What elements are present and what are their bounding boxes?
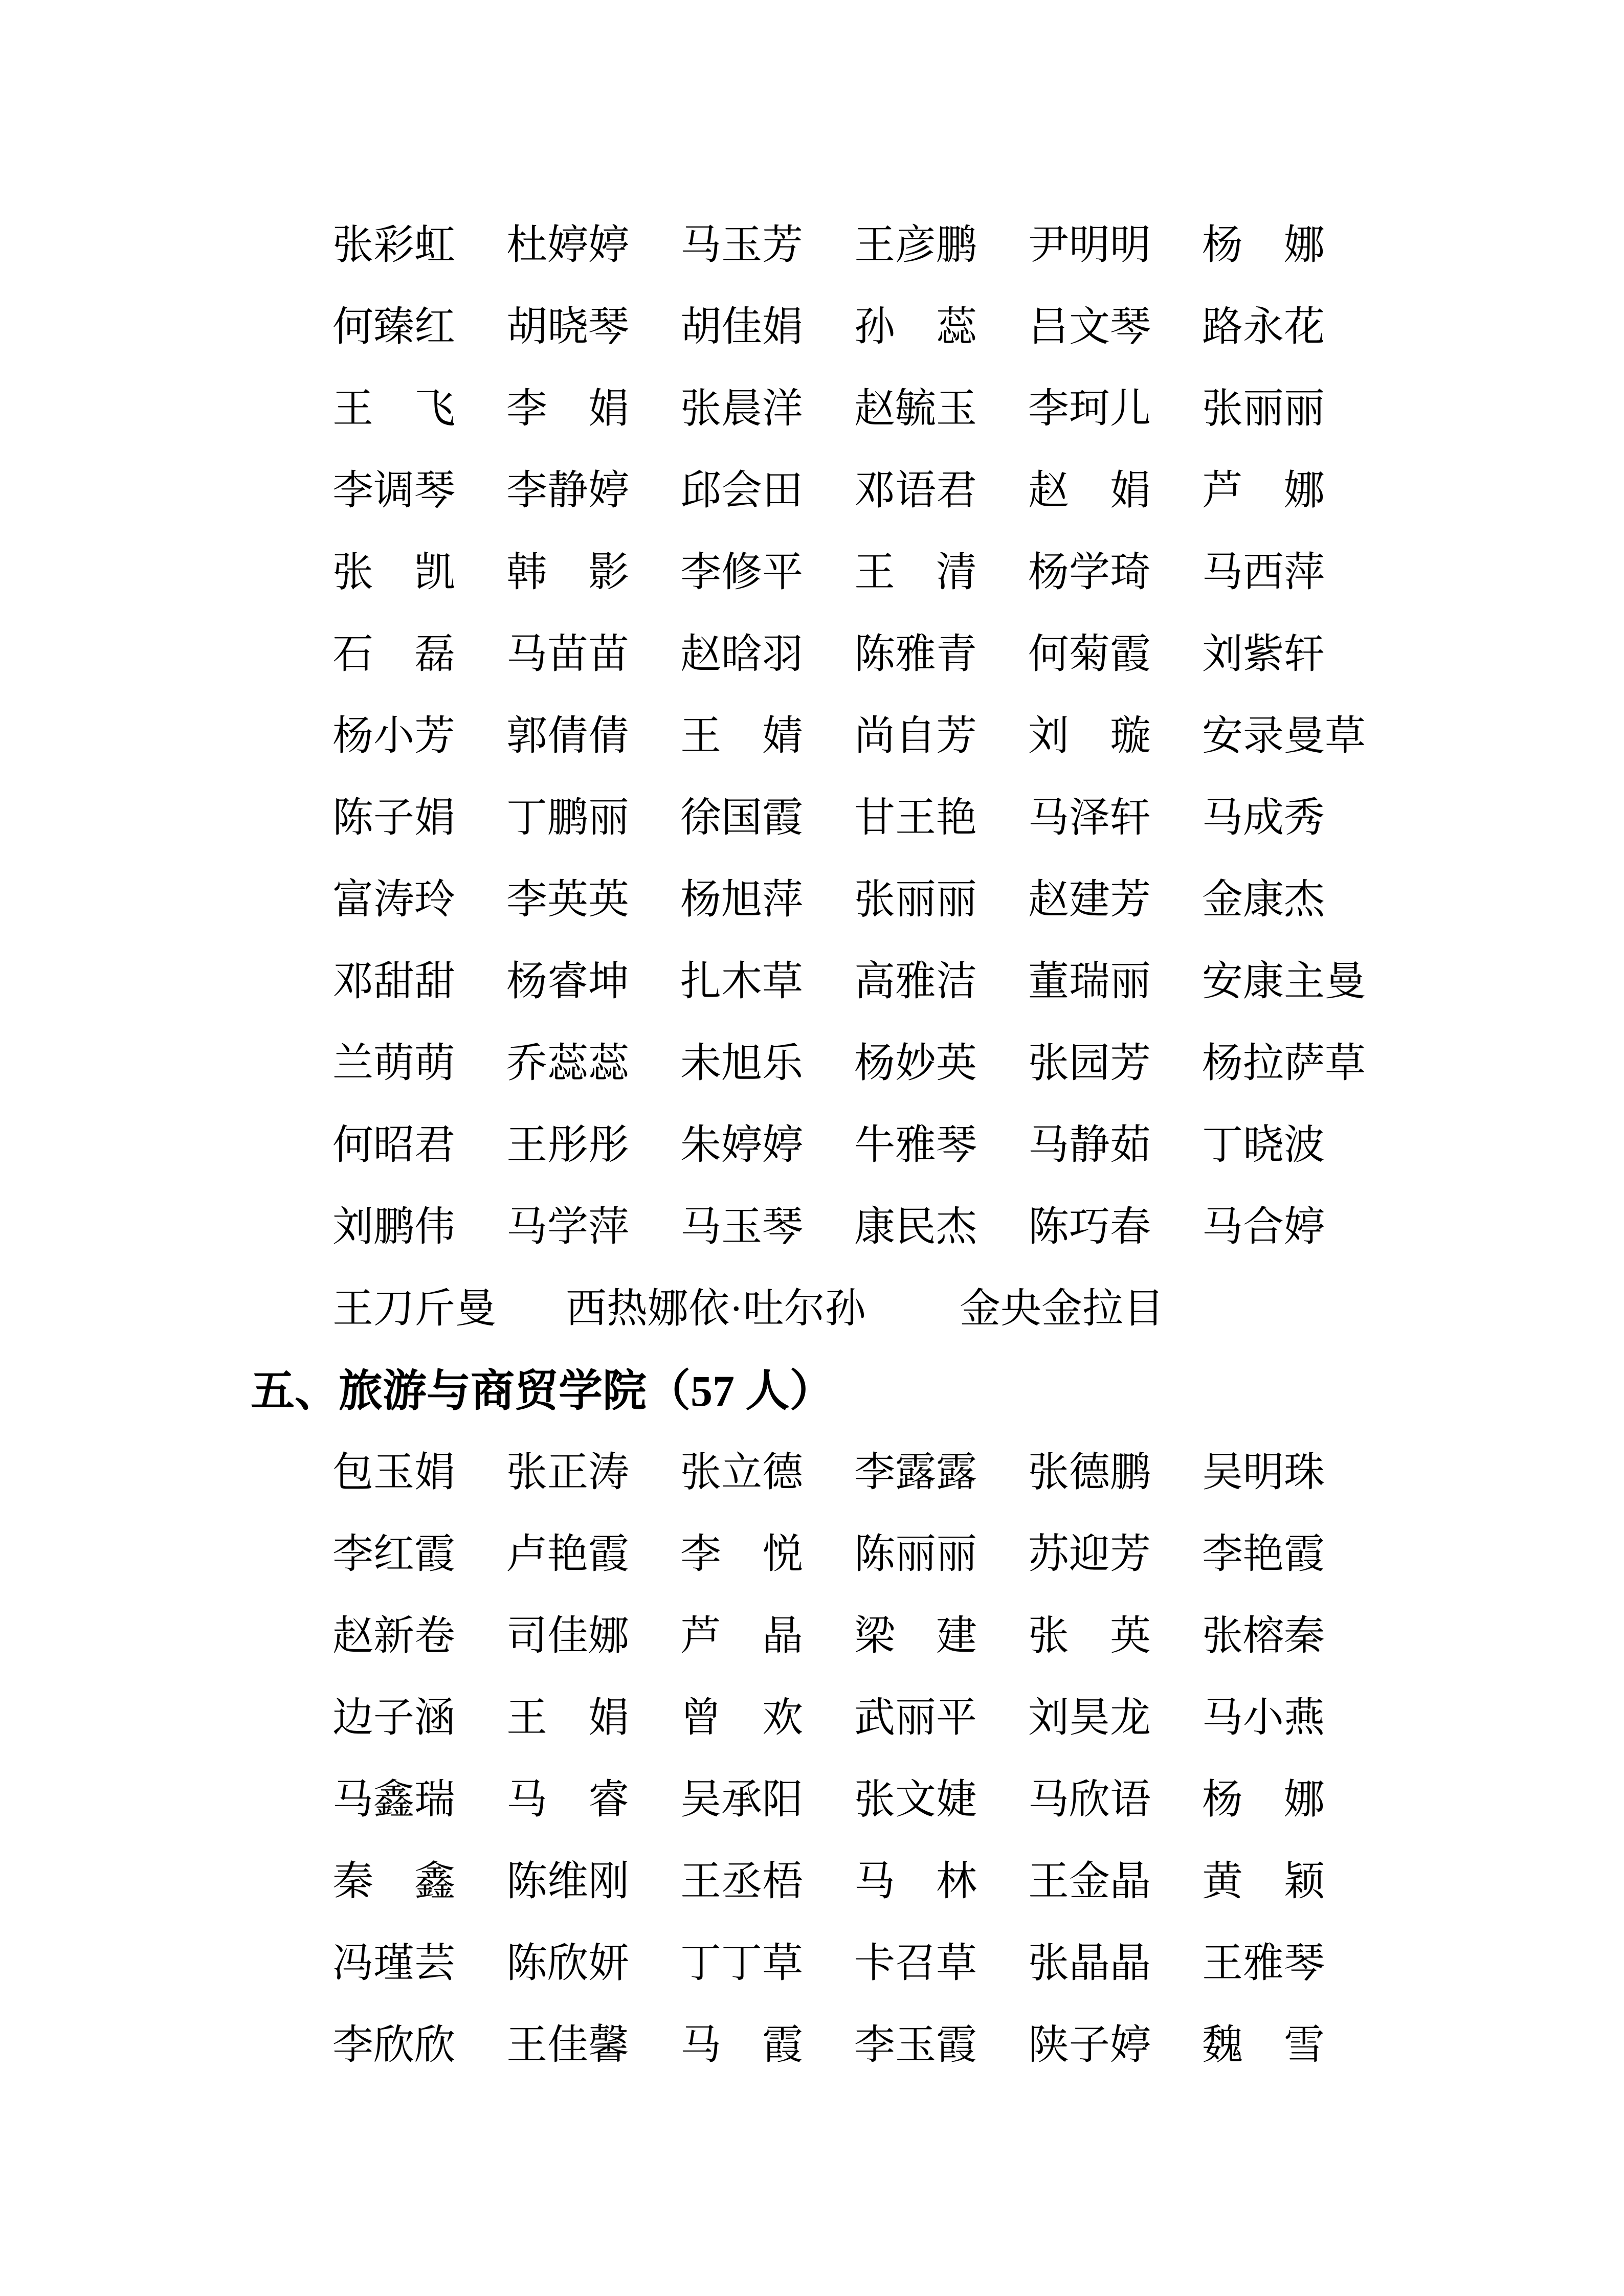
- person-name: 刘鹏伟: [332, 1205, 455, 1250]
- person-name: 李英英: [506, 877, 629, 922]
- person-name: 马玉芳: [680, 223, 803, 268]
- person-name: 张立德: [680, 1450, 803, 1495]
- person-name: 马小燕: [1202, 1696, 1325, 1741]
- name-row: [0, 1841, 1624, 1923]
- person-name: 李静婷: [506, 468, 629, 513]
- name-row: [0, 1677, 1624, 1759]
- person-name: 陈巧春: [1028, 1205, 1151, 1250]
- person-name: 董瑞丽: [1028, 959, 1151, 1004]
- person-name: 张正涛: [506, 1450, 629, 1495]
- person-name: 路永花: [1202, 305, 1325, 350]
- person-name: 冯瑾芸: [332, 1941, 455, 1986]
- person-name: 李玉霞: [854, 2023, 977, 2068]
- name-row: [0, 777, 1624, 859]
- person-name: 马鑫瑞: [332, 1777, 455, 1822]
- person-name: 边子涵: [332, 1696, 455, 1741]
- person-name: 马玉琴: [680, 1205, 803, 1250]
- person-name: 陈雅青: [854, 632, 977, 677]
- person-name: 杨 娜: [1202, 223, 1325, 268]
- person-name: 马成秀: [1202, 796, 1325, 841]
- person-name: 马苗苗: [506, 632, 629, 677]
- person-name: 金康杰: [1202, 877, 1325, 922]
- person-name: 张园芳: [1028, 1041, 1151, 1086]
- person-name: 兰萌萌: [332, 1041, 455, 1086]
- person-name: 李欣欣: [332, 2023, 455, 2068]
- section-heading: 五、旅游与商贸学院（57 人）: [251, 1366, 834, 1415]
- name-row: [0, 205, 1624, 286]
- person-name: 张德鹏: [1028, 1450, 1151, 1495]
- person-name: 金央金拉目: [960, 1287, 1164, 1332]
- person-name: 王彦鹏: [854, 223, 977, 268]
- person-name: 张彩虹: [332, 223, 455, 268]
- person-name: 杨小芳: [332, 714, 455, 759]
- person-name: 马泽轩: [1028, 796, 1151, 841]
- person-name: 孙 蕊: [854, 305, 977, 350]
- person-name: 赵新卷: [332, 1614, 455, 1659]
- name-row: [0, 1432, 1624, 1514]
- person-name: 马西萍: [1202, 550, 1325, 595]
- person-name: 张丽丽: [1202, 387, 1325, 432]
- person-name: 陈欣妍: [506, 1941, 629, 1986]
- person-name: 邓语君: [854, 468, 977, 513]
- person-name: 安录曼草: [1202, 714, 1366, 759]
- name-row: [0, 1023, 1624, 1105]
- name-row: [0, 286, 1624, 368]
- person-name: 李调琴: [332, 468, 455, 513]
- person-name: 刘 璇: [1028, 714, 1151, 759]
- person-name: 卡召草: [854, 1941, 977, 1986]
- name-row: [0, 695, 1624, 777]
- person-name: 芦 晶: [680, 1614, 803, 1659]
- person-name: 张晶晶: [1028, 1941, 1151, 1986]
- person-name: 陈丽丽: [854, 1532, 977, 1577]
- person-name: 马学萍: [506, 1205, 629, 1250]
- person-name: 杨旭萍: [680, 877, 803, 922]
- person-name: 李 娟: [506, 387, 629, 432]
- person-name: 徐国霞: [680, 796, 803, 841]
- person-name: 郭倩倩: [506, 714, 629, 759]
- person-name: 王丞梧: [680, 1859, 803, 1904]
- person-name: 尚自芳: [854, 714, 977, 759]
- person-name: 韩 影: [506, 550, 629, 595]
- name-row: [0, 1105, 1624, 1186]
- person-name: 杨妙英: [854, 1041, 977, 1086]
- person-name: 胡晓琴: [506, 305, 629, 350]
- person-name: 刘紫轩: [1202, 632, 1325, 677]
- person-name: 邓甜甜: [332, 959, 455, 1004]
- person-name: 马 林: [854, 1859, 977, 1904]
- person-name: 苏迎芳: [1028, 1532, 1151, 1577]
- person-name: 杨 娜: [1202, 1777, 1325, 1822]
- person-name: 杨学琦: [1028, 550, 1151, 595]
- name-row: [0, 368, 1624, 450]
- person-name: 李 悦: [680, 1532, 803, 1577]
- person-name: 王刀斤曼: [332, 1287, 496, 1332]
- person-name: 马 霞: [680, 2023, 803, 2068]
- person-name: 张榕秦: [1202, 1614, 1325, 1659]
- person-name: 包玉娟: [332, 1450, 455, 1495]
- person-name: 赵 娟: [1028, 468, 1151, 513]
- person-name: 梁 建: [854, 1614, 977, 1659]
- person-name: 李修平: [680, 550, 803, 595]
- person-name: 安康主曼: [1202, 959, 1366, 1004]
- person-name: 杜婷婷: [506, 223, 629, 268]
- person-name: 赵建芳: [1028, 877, 1151, 922]
- person-name: 丁丁草: [680, 1941, 803, 1986]
- person-name: 扎木草: [680, 959, 803, 1004]
- person-name: 王 娟: [506, 1696, 629, 1741]
- person-name: 吕文琴: [1028, 305, 1151, 350]
- person-name: 马静茹: [1028, 1123, 1151, 1168]
- person-name: 王彤彤: [506, 1123, 629, 1168]
- person-name: 胡佳娟: [680, 305, 803, 350]
- person-name: 王 婧: [680, 714, 803, 759]
- page-content: [0, 205, 1624, 2086]
- person-name: 尹明明: [1028, 223, 1151, 268]
- person-name: 曾 欢: [680, 1696, 803, 1741]
- person-name: 何臻红: [332, 305, 455, 350]
- person-name: 丁晓波: [1202, 1123, 1325, 1168]
- name-row: [0, 1186, 1624, 1268]
- person-name: 李红霞: [332, 1532, 455, 1577]
- person-name: 陈维刚: [506, 1859, 629, 1904]
- person-name: 未旭乐: [680, 1041, 803, 1086]
- name-row: [0, 1923, 1624, 2005]
- person-name: 卢艳霞: [506, 1532, 629, 1577]
- person-name: 张丽丽: [854, 877, 977, 922]
- name-row: [0, 1514, 1624, 1595]
- person-name: 杨睿坤: [506, 959, 629, 1004]
- name-list-tourism-college: [0, 1432, 1624, 2086]
- person-name: 刘昊龙: [1028, 1696, 1151, 1741]
- name-row: [0, 1759, 1624, 1841]
- person-name: 何昭君: [332, 1123, 455, 1168]
- person-name: 甘王艳: [854, 796, 977, 841]
- person-name: 马合婷: [1202, 1205, 1325, 1250]
- person-name: 王金晶: [1028, 1859, 1151, 1904]
- name-row: [0, 1595, 1624, 1677]
- person-name: 乔蕊蕊: [506, 1041, 629, 1086]
- person-name: 何菊霞: [1028, 632, 1151, 677]
- person-name: 赵毓玉: [854, 387, 977, 432]
- person-name: 赵晗羽: [680, 632, 803, 677]
- person-name: 魏 雪: [1202, 2023, 1325, 2068]
- name-row: [0, 2005, 1624, 2086]
- person-name: 李艳霞: [1202, 1532, 1325, 1577]
- person-name: 高雅洁: [854, 959, 977, 1004]
- name-row: [0, 941, 1624, 1023]
- person-name: 张文婕: [854, 1777, 977, 1822]
- person-name: 邱会田: [680, 468, 803, 513]
- person-name: 黄 颖: [1202, 1859, 1325, 1904]
- person-name: 吴明珠: [1202, 1450, 1325, 1495]
- person-name: 张 英: [1028, 1614, 1151, 1659]
- person-name: 杨拉萨草: [1202, 1041, 1366, 1086]
- name-list-top: [0, 205, 1624, 1268]
- person-name: 陕子婷: [1028, 2023, 1151, 2068]
- person-name: 马 睿: [506, 1777, 629, 1822]
- name-row: [0, 614, 1624, 695]
- person-name: 朱婷婷: [680, 1123, 803, 1168]
- person-name: 武丽平: [854, 1696, 977, 1741]
- name-row-long-names: [0, 1268, 1624, 1350]
- person-name: 富涛玲: [332, 877, 455, 922]
- name-row: [0, 532, 1624, 614]
- person-name: 李珂儿: [1028, 387, 1151, 432]
- person-name: 丁鹏丽: [506, 796, 629, 841]
- person-name: 张晨洋: [680, 387, 803, 432]
- person-name: 牛雅琴: [854, 1123, 977, 1168]
- person-name: 王佳馨: [506, 2023, 629, 2068]
- person-name: 秦 鑫: [332, 1859, 455, 1904]
- name-row: [0, 450, 1624, 532]
- person-name: 吴承阳: [680, 1777, 803, 1822]
- person-name: 王 飞: [332, 387, 455, 432]
- name-row: [0, 859, 1624, 941]
- person-name: 芦 娜: [1202, 468, 1325, 513]
- person-name: 康民杰: [854, 1205, 977, 1250]
- person-name: 司佳娜: [506, 1614, 629, 1659]
- person-name: 马欣语: [1028, 1777, 1151, 1822]
- person-name: 陈子娟: [332, 796, 455, 841]
- person-name: 西热娜依·吐尔孙: [566, 1287, 866, 1332]
- person-name: 王 清: [854, 550, 977, 595]
- person-name: 王雅琴: [1202, 1941, 1325, 1986]
- person-name: 石 磊: [332, 632, 455, 677]
- person-name: 李露露: [854, 1450, 977, 1495]
- person-name: 张 凯: [332, 550, 455, 595]
